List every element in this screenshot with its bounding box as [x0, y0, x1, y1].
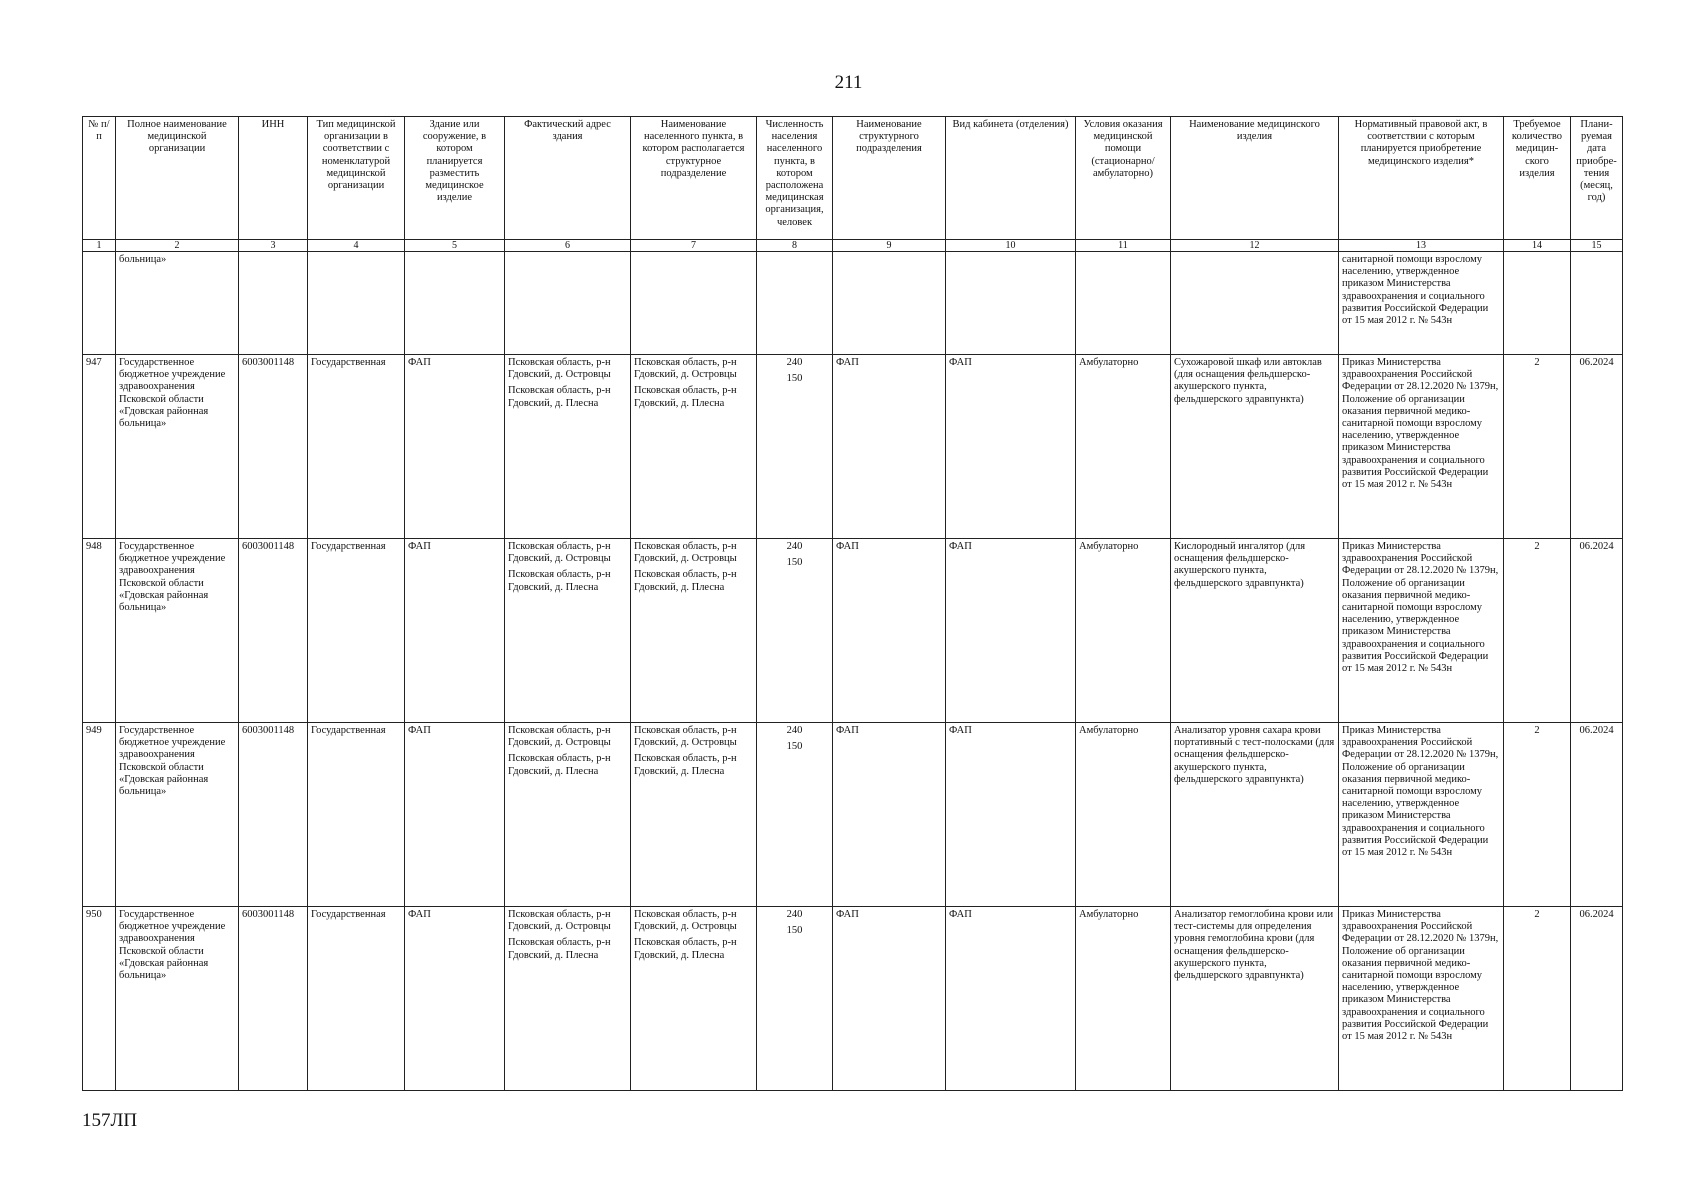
quantity-cell — [1504, 539, 1571, 723]
population-cell-text: 240 — [786, 541, 803, 552]
legal-act-cell — [1339, 539, 1504, 723]
unit-cell — [833, 723, 946, 907]
device-cell-text: Сухожаровой шкаф или автоклав (для оснащения фельдшерско-акушерского пункта, фельдшерского здравпункта) — [1174, 357, 1322, 405]
quantity-cell-text: 2 — [1534, 357, 1540, 368]
quantity-cell — [1504, 723, 1571, 907]
column-header: Вид кабинета (отделения) — [946, 117, 1076, 240]
device-cell-text: Анализатор гемоглобина крови или тест-системы для определения уровня гемоглобина крови (для оснащения фельдшерско-акушерского пункта, фельдшерского здравпункта) — [1174, 909, 1334, 982]
settlement-cell-text: Псковская область, р-н Гдовский, д. Островцы — [634, 909, 737, 933]
date-cell — [1571, 907, 1623, 1091]
org-type-cell-text: Государственная — [311, 357, 386, 368]
org-type-cell — [308, 539, 405, 723]
settlement-cell-text: Псковская область, р-н Гдовский, д. Плесна — [634, 385, 737, 409]
population-cell-text: 240 — [786, 725, 803, 736]
column-header: № п/п — [83, 117, 116, 240]
cabinet-cell — [946, 539, 1076, 723]
cabinet-cell-text: ФАП — [949, 357, 972, 368]
population-cell-text: 150 — [786, 373, 803, 385]
conditions-cell — [1076, 723, 1171, 907]
organization-cell — [116, 539, 239, 723]
column-header: Тип медицинской организации в соответствии с номенклатурой медицинской организации — [308, 117, 405, 240]
org-type-cell — [308, 355, 405, 539]
address-cell-text: Псковская область, р-н Гдовский, д. Островцы — [508, 357, 611, 381]
date-cell — [1571, 355, 1623, 539]
column-number: 13 — [1339, 240, 1504, 252]
column-number: 11 — [1076, 240, 1171, 252]
inn-cell-text: 6003001148 — [242, 725, 295, 736]
settlement-cell — [631, 723, 757, 907]
org-type-cell-text: Государственная — [311, 725, 386, 736]
column-header: Фактический адрес здания — [505, 117, 631, 240]
unit-cell — [833, 539, 946, 723]
column-header: ИНН — [239, 117, 308, 240]
column-number-row — [83, 240, 1623, 252]
date-cell — [1571, 723, 1623, 907]
column-number: 1 — [83, 240, 116, 252]
continuation-org-cell: больница» — [116, 252, 239, 355]
row-number-cell-text: 947 — [86, 357, 102, 368]
building-cell-text: ФАП — [408, 909, 431, 920]
unit-cell-text: ФАП — [836, 357, 859, 368]
cabinet-cell-text: ФАП — [949, 909, 972, 920]
address-cell-text: Псковская область, р-н Гдовский, д. Островцы — [508, 909, 611, 933]
organization-cell — [116, 907, 239, 1091]
legal-act-cell-text: Приказ Министерства здравоохранения Российской Федерации от 28.12.2020 № 1379н, Положение об организации оказания первичной медико-санитарной помощи взрослому населению, утвержденное приказом Министерства здравоохранения и социального развития Российской Федерации от 15 мая 2012 г. № 543н — [1342, 725, 1499, 859]
org-type-cell-text: Государственная — [311, 541, 386, 552]
organization-cell-text: Государственное бюджетное учреждение здравоохранения Псковской области «Гдовская районная больница» — [119, 357, 226, 430]
quantity-cell-text: 2 — [1534, 909, 1540, 920]
column-header: Требуемое количество медицин-ского изделия — [1504, 117, 1571, 240]
building-cell — [405, 539, 505, 723]
document-code: 157ЛП — [82, 1110, 138, 1131]
conditions-cell — [1076, 907, 1171, 1091]
address-cell — [505, 539, 631, 723]
address-cell-text: Псковская область, р-н Гдовский, д. Плесна — [508, 753, 611, 777]
population-cell-text: 240 — [786, 909, 803, 920]
address-cell — [505, 907, 631, 1091]
row-number-cell — [83, 355, 116, 539]
quantity-cell — [1504, 355, 1571, 539]
population-cell-text: 150 — [786, 557, 803, 569]
legal-act-cell-text: Приказ Министерства здравоохранения Российской Федерации от 28.12.2020 № 1379н, Положение об организации оказания первичной медико-санитарной помощи взрослому населению, утвержденное приказом Министерства здравоохранения и социального развития Российской Федерации от 15 мая 2012 г. № 543н — [1342, 357, 1499, 491]
device-cell-text: Кислородный ингалятор (для оснащения фельдшерско-акушерского пункта, фельдшерского здравпункта) — [1174, 541, 1306, 589]
date-cell-text: 06.2024 — [1579, 357, 1614, 368]
row-number-cell-text: 950 — [86, 909, 102, 920]
conditions-cell — [1076, 539, 1171, 723]
cabinet-cell — [946, 907, 1076, 1091]
population-cell-text: 150 — [786, 925, 803, 937]
conditions-cell — [1076, 355, 1171, 539]
unit-cell-text: ФАП — [836, 725, 859, 736]
settlement-cell — [631, 907, 757, 1091]
population-cell-text: 240 — [786, 357, 803, 368]
column-number: 4 — [308, 240, 405, 252]
building-cell-text: ФАП — [408, 541, 431, 552]
column-number: 6 — [505, 240, 631, 252]
row-number-cell — [83, 907, 116, 1091]
column-header: Наименование населенного пункта, в котором располагается структурное подразделение — [631, 117, 757, 240]
unit-cell-text: ФАП — [836, 541, 859, 552]
equipment-table — [82, 116, 1623, 1091]
conditions-cell-text: Амбулаторно — [1079, 541, 1139, 552]
row-number-cell-text: 949 — [86, 725, 102, 736]
settlement-cell-text: Псковская область, р-н Гдовский, д. Плесна — [634, 937, 737, 961]
table-row — [83, 723, 1623, 907]
org-type-cell — [308, 723, 405, 907]
conditions-cell-text: Амбулаторно — [1079, 357, 1139, 368]
inn-cell-text: 6003001148 — [242, 909, 295, 920]
page-number: 211 — [834, 72, 863, 93]
population-cell — [757, 907, 833, 1091]
settlement-cell — [631, 355, 757, 539]
legal-act-cell-text: Приказ Министерства здравоохранения Российской Федерации от 28.12.2020 № 1379н, Положение об организации оказания первичной медико-санитарной помощи взрослому населению, утвержденное приказом Министерства здравоохранения и социального развития Российской Федерации от 15 мая 2012 г. № 543н — [1342, 541, 1499, 675]
settlement-cell-text: Псковская область, р-н Гдовский, д. Плесна — [634, 753, 737, 777]
population-cell — [757, 539, 833, 723]
column-header: Наименование медицинского изделия — [1171, 117, 1339, 240]
address-cell-text: Псковская область, р-н Гдовский, д. Островцы — [508, 541, 611, 565]
building-cell-text: ФАП — [408, 357, 431, 368]
building-cell — [405, 723, 505, 907]
unit-cell-text: ФАП — [836, 909, 859, 920]
device-cell — [1171, 539, 1339, 723]
organization-cell-text: Государственное бюджетное учреждение здравоохранения Псковской области «Гдовская районная больница» — [119, 725, 226, 798]
quantity-cell — [1504, 907, 1571, 1091]
population-cell — [757, 355, 833, 539]
address-cell — [505, 355, 631, 539]
inn-cell — [239, 539, 308, 723]
building-cell-text: ФАП — [408, 725, 431, 736]
column-header: Численность населения населенного пункта, в котором расположена медицинская организация, человек — [757, 117, 833, 240]
column-number: 15 — [1571, 240, 1623, 252]
population-cell — [757, 723, 833, 907]
inn-cell-text: 6003001148 — [242, 357, 295, 368]
header-row — [83, 117, 1623, 240]
unit-cell — [833, 355, 946, 539]
column-number: 5 — [405, 240, 505, 252]
legal-act-cell — [1339, 355, 1504, 539]
date-cell-text: 06.2024 — [1579, 541, 1614, 552]
cabinet-cell-text: ФАП — [949, 541, 972, 552]
settlement-cell-text: Псковская область, р-н Гдовский, д. Островцы — [634, 357, 737, 381]
device-cell — [1171, 723, 1339, 907]
continuation-row — [83, 252, 1623, 355]
column-header: Плани-руемая дата приобре-тения (месяц, год) — [1571, 117, 1623, 240]
column-number: 12 — [1171, 240, 1339, 252]
cabinet-cell-text: ФАП — [949, 725, 972, 736]
column-number: 3 — [239, 240, 308, 252]
column-number: 10 — [946, 240, 1076, 252]
date-cell-text: 06.2024 — [1579, 909, 1614, 920]
table-row — [83, 907, 1623, 1091]
column-number: 9 — [833, 240, 946, 252]
inn-cell-text: 6003001148 — [242, 541, 295, 552]
building-cell — [405, 355, 505, 539]
inn-cell — [239, 355, 308, 539]
table-row — [83, 355, 1623, 539]
address-cell-text: Псковская область, р-н Гдовский, д. Плесна — [508, 937, 611, 961]
cabinet-cell — [946, 355, 1076, 539]
date-cell — [1571, 539, 1623, 723]
building-cell — [405, 907, 505, 1091]
conditions-cell-text: Амбулаторно — [1079, 725, 1139, 736]
inn-cell — [239, 723, 308, 907]
device-cell — [1171, 907, 1339, 1091]
device-cell-text: Анализатор уровня сахара крови портативный с тест-полосками (для оснащения фельдшерско-акушерского пункта, фельдшерского здравпункта) — [1174, 725, 1335, 785]
device-cell — [1171, 355, 1339, 539]
row-number-cell — [83, 723, 116, 907]
settlement-cell-text: Псковская область, р-н Гдовский, д. Островцы — [634, 725, 737, 749]
settlement-cell-text: Псковская область, р-н Гдовский, д. Островцы — [634, 541, 737, 565]
population-cell-text: 150 — [786, 741, 803, 753]
column-header: Условия оказания медицинской помощи (стационарно/ амбулаторно) — [1076, 117, 1171, 240]
address-cell-text: Псковская область, р-н Гдовский, д. Плесна — [508, 385, 611, 409]
table-row — [83, 539, 1623, 723]
organization-cell — [116, 723, 239, 907]
legal-act-cell — [1339, 723, 1504, 907]
settlement-cell-text: Псковская область, р-н Гдовский, д. Плесна — [634, 569, 737, 593]
column-header: Полное наименование медицинской организации — [116, 117, 239, 240]
column-header: Нормативный правовой акт, в соответствии с которым планируется приобретение медицинского изделия* — [1339, 117, 1504, 240]
inn-cell — [239, 907, 308, 1091]
unit-cell — [833, 907, 946, 1091]
continuation-act-cell: санитарной помощи взрослому населению, утвержденное приказом Министерства здравоохранения и социального развития Российской Федерации от 15 мая 2012 г. № 543н — [1339, 252, 1504, 355]
legal-act-cell — [1339, 907, 1504, 1091]
column-header: Здание или сооружение, в котором планируется разместить медицинское изделие — [405, 117, 505, 240]
date-cell-text: 06.2024 — [1579, 725, 1614, 736]
organization-cell — [116, 355, 239, 539]
settlement-cell — [631, 539, 757, 723]
conditions-cell-text: Амбулаторно — [1079, 909, 1139, 920]
legal-act-cell-text: Приказ Министерства здравоохранения Российской Федерации от 28.12.2020 № 1379н, Положение об организации оказания первичной медико-санитарной помощи взрослому населению, утвержденное приказом Министерства здравоохранения и социального развития Российской Федерации от 15 мая 2012 г. № 543н — [1342, 909, 1499, 1043]
quantity-cell-text: 2 — [1534, 541, 1540, 552]
column-number: 8 — [757, 240, 833, 252]
column-number: 7 — [631, 240, 757, 252]
column-number: 14 — [1504, 240, 1571, 252]
address-cell-text: Псковская область, р-н Гдовский, д. Плесна — [508, 569, 611, 593]
address-cell-text: Псковская область, р-н Гдовский, д. Островцы — [508, 725, 611, 749]
quantity-cell-text: 2 — [1534, 725, 1540, 736]
column-number: 2 — [116, 240, 239, 252]
column-header: Наименование структурного подразделения — [833, 117, 946, 240]
cabinet-cell — [946, 723, 1076, 907]
row-number-cell — [83, 539, 116, 723]
org-type-cell-text: Государственная — [311, 909, 386, 920]
org-type-cell — [308, 907, 405, 1091]
organization-cell-text: Государственное бюджетное учреждение здравоохранения Псковской области «Гдовская районная больница» — [119, 541, 226, 614]
row-number-cell-text: 948 — [86, 541, 102, 552]
address-cell — [505, 723, 631, 907]
organization-cell-text: Государственное бюджетное учреждение здравоохранения Псковской области «Гдовская районная больница» — [119, 909, 226, 982]
